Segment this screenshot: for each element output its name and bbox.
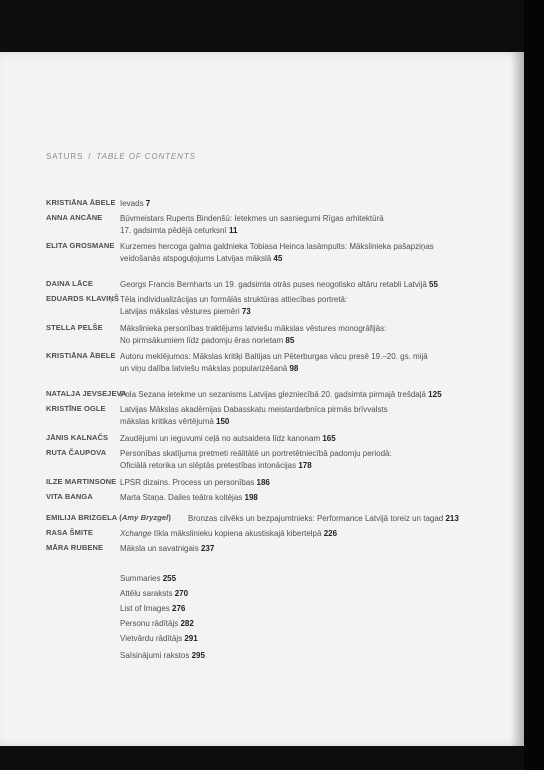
entry-page-number: 198 (242, 493, 258, 502)
back-matter-label: Personu rādītājs (120, 619, 181, 628)
entry-author: STELLA PELŠE (46, 323, 103, 332)
entry-page-number: 11 (226, 226, 238, 235)
entry-author: ANNA ANCĀNE (46, 213, 103, 222)
back-matter-page: 255 (162, 574, 177, 583)
entry-page-number: 125 (425, 390, 442, 399)
entry-title-line1: Zaudējumi un ieguvumi ceļā no autsaidera līdz kanonam (120, 434, 321, 443)
entry-author: ILZE MARTINSONE (46, 477, 117, 486)
entry-author: KRISTIĀNA ĀBELE (46, 351, 116, 360)
entry-page-number: 73 (239, 307, 251, 316)
entry-title-line2: 17. gadsimta pēdējā ceturksnī 11 (120, 226, 238, 235)
entry-title-line2: mākslas kritikas vērtējumā 150 (120, 417, 230, 426)
header-saturs: SATURS (46, 152, 84, 161)
entry-title-line1: Personības skatījuma pretmeti reālitātē un portretētniecībā padomju periodā: (120, 449, 392, 458)
entry-author: ELITA GROSMANE (46, 241, 115, 250)
back-matter-item (120, 619, 194, 628)
scan-edge (524, 0, 544, 770)
back-matter-label: Attēlu saraksts (120, 589, 175, 598)
entry-title (120, 433, 336, 445)
entry-title-line2: veidošanās atspoguļojums Latvijas mākslā 45 (120, 254, 283, 263)
entry-title (120, 241, 434, 265)
entry-title (120, 389, 442, 401)
entry-author: RASA ŠMITE (46, 528, 93, 537)
entry-page-number: 85 (283, 336, 295, 345)
entry-title-line1: Būvmeistars Ruperts Bindenšū: Ietekmes un sasniegumi Rīgas arhitektūrā (120, 214, 384, 223)
entry-page-number: 165 (320, 434, 336, 443)
entry-title (188, 513, 459, 525)
entry-title-line2: un viņu dalība latviešu mākslas popularizēšanā 98 (120, 364, 299, 373)
back-matter-label: Vietvārdu rādītājs (120, 634, 185, 643)
entry-author: JĀNIS KALNAČS (46, 433, 109, 442)
entry-page-number: 45 (271, 254, 283, 263)
back-matter-label: List of Images (120, 604, 173, 613)
back-matter-page: 291 (184, 634, 198, 643)
entry-author: VITA BANGA (46, 492, 93, 501)
back-matter-item (120, 574, 176, 583)
entry-title-line1: Mākslinieka personības traktējums latviešu mākslas vēstures monogrāfijās: (120, 324, 387, 333)
entry-title-line1: Marta Staņa. Dailes teātra koltējas (120, 493, 243, 502)
entry-title (120, 543, 214, 555)
entry-title-line1: Māksla un savatnigais (120, 544, 199, 553)
entry-page-number: 186 (254, 478, 270, 487)
header-toc: TABLE OF CONTENTS (96, 152, 196, 161)
back-matter-page: 295 (191, 651, 205, 660)
entry-title (120, 528, 337, 540)
back-matter-item (120, 634, 198, 643)
back-matter-item (120, 604, 185, 613)
back-matter-item (120, 651, 205, 660)
entry-title (120, 213, 384, 237)
back-matter-page: 270 (174, 589, 189, 598)
entry-title-line1: Latvijas Mākslas akadēmijas Dabasskatu meistardarbnīca pirmās brīvvalsts (120, 405, 388, 414)
entry-author: EDUARDS KLAVIŅŠ (46, 294, 120, 303)
entry-author: RUTA ČAUPOVA (46, 448, 107, 457)
entry-page-number: 7 (143, 199, 151, 208)
entry-author: KRISTIĀNA ĀBELE (46, 198, 116, 207)
entry-title (120, 323, 386, 347)
back-matter-label: Saīsinājumi rakstos (120, 651, 192, 660)
entry-title-line1: Kurzemes hercoga galma galdnieka Tobiasa Heinca lasāmpults: Mākslinieka pašapziņas (120, 242, 434, 251)
entry-title (120, 404, 388, 428)
entry-title (120, 294, 347, 318)
entry-author: EMILIJA BRIZGELA (Amy Bryzgel) (46, 513, 171, 522)
header-slash: / (88, 152, 92, 161)
entry-title-line1: Autoru meklējumos: Mākslas kritiķi Baltijas un Pēterburgas vācu presē 19.–20. gs. mijā (120, 352, 428, 361)
entry-title-line1: Tēla individualizācijas un formālās struktūras attiecības portretā: (120, 295, 348, 304)
entry-page-number: 226 (321, 529, 338, 538)
entry-title-line1: Ievads (120, 199, 144, 208)
entry-page-number: 98 (287, 364, 299, 373)
entry-title (120, 198, 150, 210)
entry-title (120, 492, 258, 504)
entry-page-number: 178 (296, 461, 312, 470)
entry-author: KRISTĪNE OGLE (46, 404, 106, 413)
entry-title (120, 448, 392, 472)
back-matter-item (120, 589, 188, 598)
entry-title (120, 477, 270, 489)
back-matter-page: 282 (180, 619, 194, 628)
entry-title-line2: No pirmsākumiem līdz padomju ēras norietam 85 (120, 336, 295, 345)
back-matter-page: 276 (172, 604, 186, 613)
entry-author: DAINA LĀCE (46, 279, 93, 288)
toc-header (46, 152, 196, 161)
entry-page-number: 55 (426, 280, 438, 289)
entry-title-line1: Georgs Francis Bernharts un 19. gadsimta otrās puses neogotisko altāru retabli Latvijā (120, 280, 427, 289)
entry-title (120, 351, 428, 375)
entry-title-line2: Oficiālā retorika un slēptās pretestības intonācijas 178 (120, 461, 312, 470)
entry-page-number: 150 (213, 417, 230, 426)
entry-title-line1: Pola Sezana ietekme un sezanisms Latvijas glezniecībā 20. gadsimta pirmajā trešdaļā (120, 390, 426, 399)
entry-title (120, 279, 438, 291)
entry-page-number: 213 (443, 514, 459, 523)
entry-title-line1: Bronzas cilvēks un bezpajumtnieks: Performance Latvijā toreiz un tagad (188, 514, 444, 523)
entry-page-number: 237 (198, 544, 215, 553)
back-matter-label: Summaries (120, 574, 163, 583)
entry-title-line1: LPSR dizains. Process un personības (120, 478, 255, 487)
entry-author: MĀRA RUBENE (46, 543, 104, 552)
entry-title-line2: Latvijas mākslas vēstures piemēri 73 (120, 307, 251, 316)
entry-title-line1: Xchange tīkla mākslinieku kopiena akustiskajā kibertelpā (120, 529, 322, 538)
entry-author: NATALJA JEVSEJEVA (46, 389, 127, 398)
